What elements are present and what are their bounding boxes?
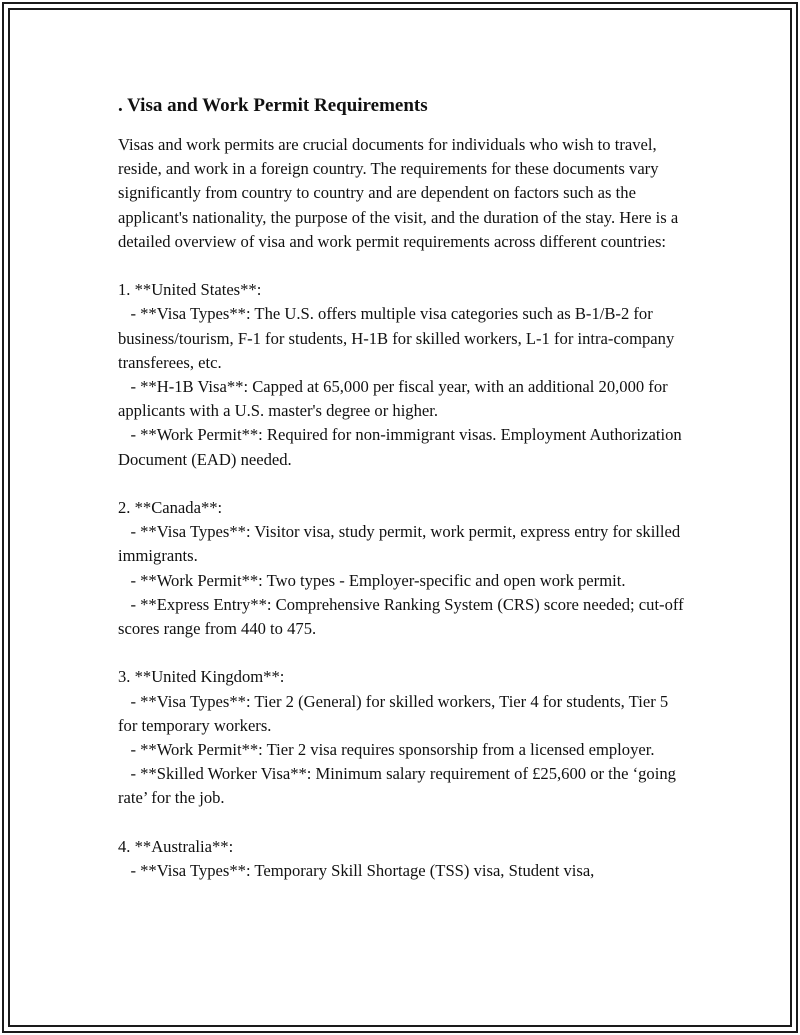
document-body-text: Visas and work permits are crucial documents for individuals who wish to travel, reside, and work in a foreign country. The requirements for these documents vary significantly from country to country and are dependent on factors such as the applicant's nationality, the purpose of the visit, and the duration of the stay. Here is a detailed overview of visa and work permit requirements across different countries: 1. **United States**: - **Visa Types**: The U.S. offers multiple visa categories such as B-1/B-2 for business/tourism, F-1 for students, H-1B for skilled workers, L-1 for intra-company transferees, etc. - **H-1B Visa**: Capped at 65,000 per fiscal year, with an additional 20,000 for applicants with a U.S. master's degree or higher. - **Work Permit**: Required for non-immigrant visas. Employment Authorization Document (EAD) needed. 2. **Canada**: - **Visa Types**: Visitor visa, study permit, work permit, express entry for skilled immigrants. - **Work Permit**: Two types - Employer-specific and open work permit. - **Express Entry**: Comprehensive Ranking System (CRS) score needed; cut-off scores range from 440 to 475. 3. **United Kingdom**: - **Visa Types**: Tier 2 (General) for skilled workers, Tier 4 for students, Tier 5 for temporary workers. - **Work Permit**: Tier 2 visa requires sponsorship from a licensed employer. - **Skilled Worker Visa**: Minimum salary requirement of £25,600 or the ‘going rate’ for the job. 4. **Australia**: - **Visa Types**: Temporary Skill Shortage (TSS) visa, Student visa, xyxy=(118,135,684,881)
document-title: . Visa and Work Permit Requirements xyxy=(118,95,428,116)
document-content xyxy=(118,93,690,883)
